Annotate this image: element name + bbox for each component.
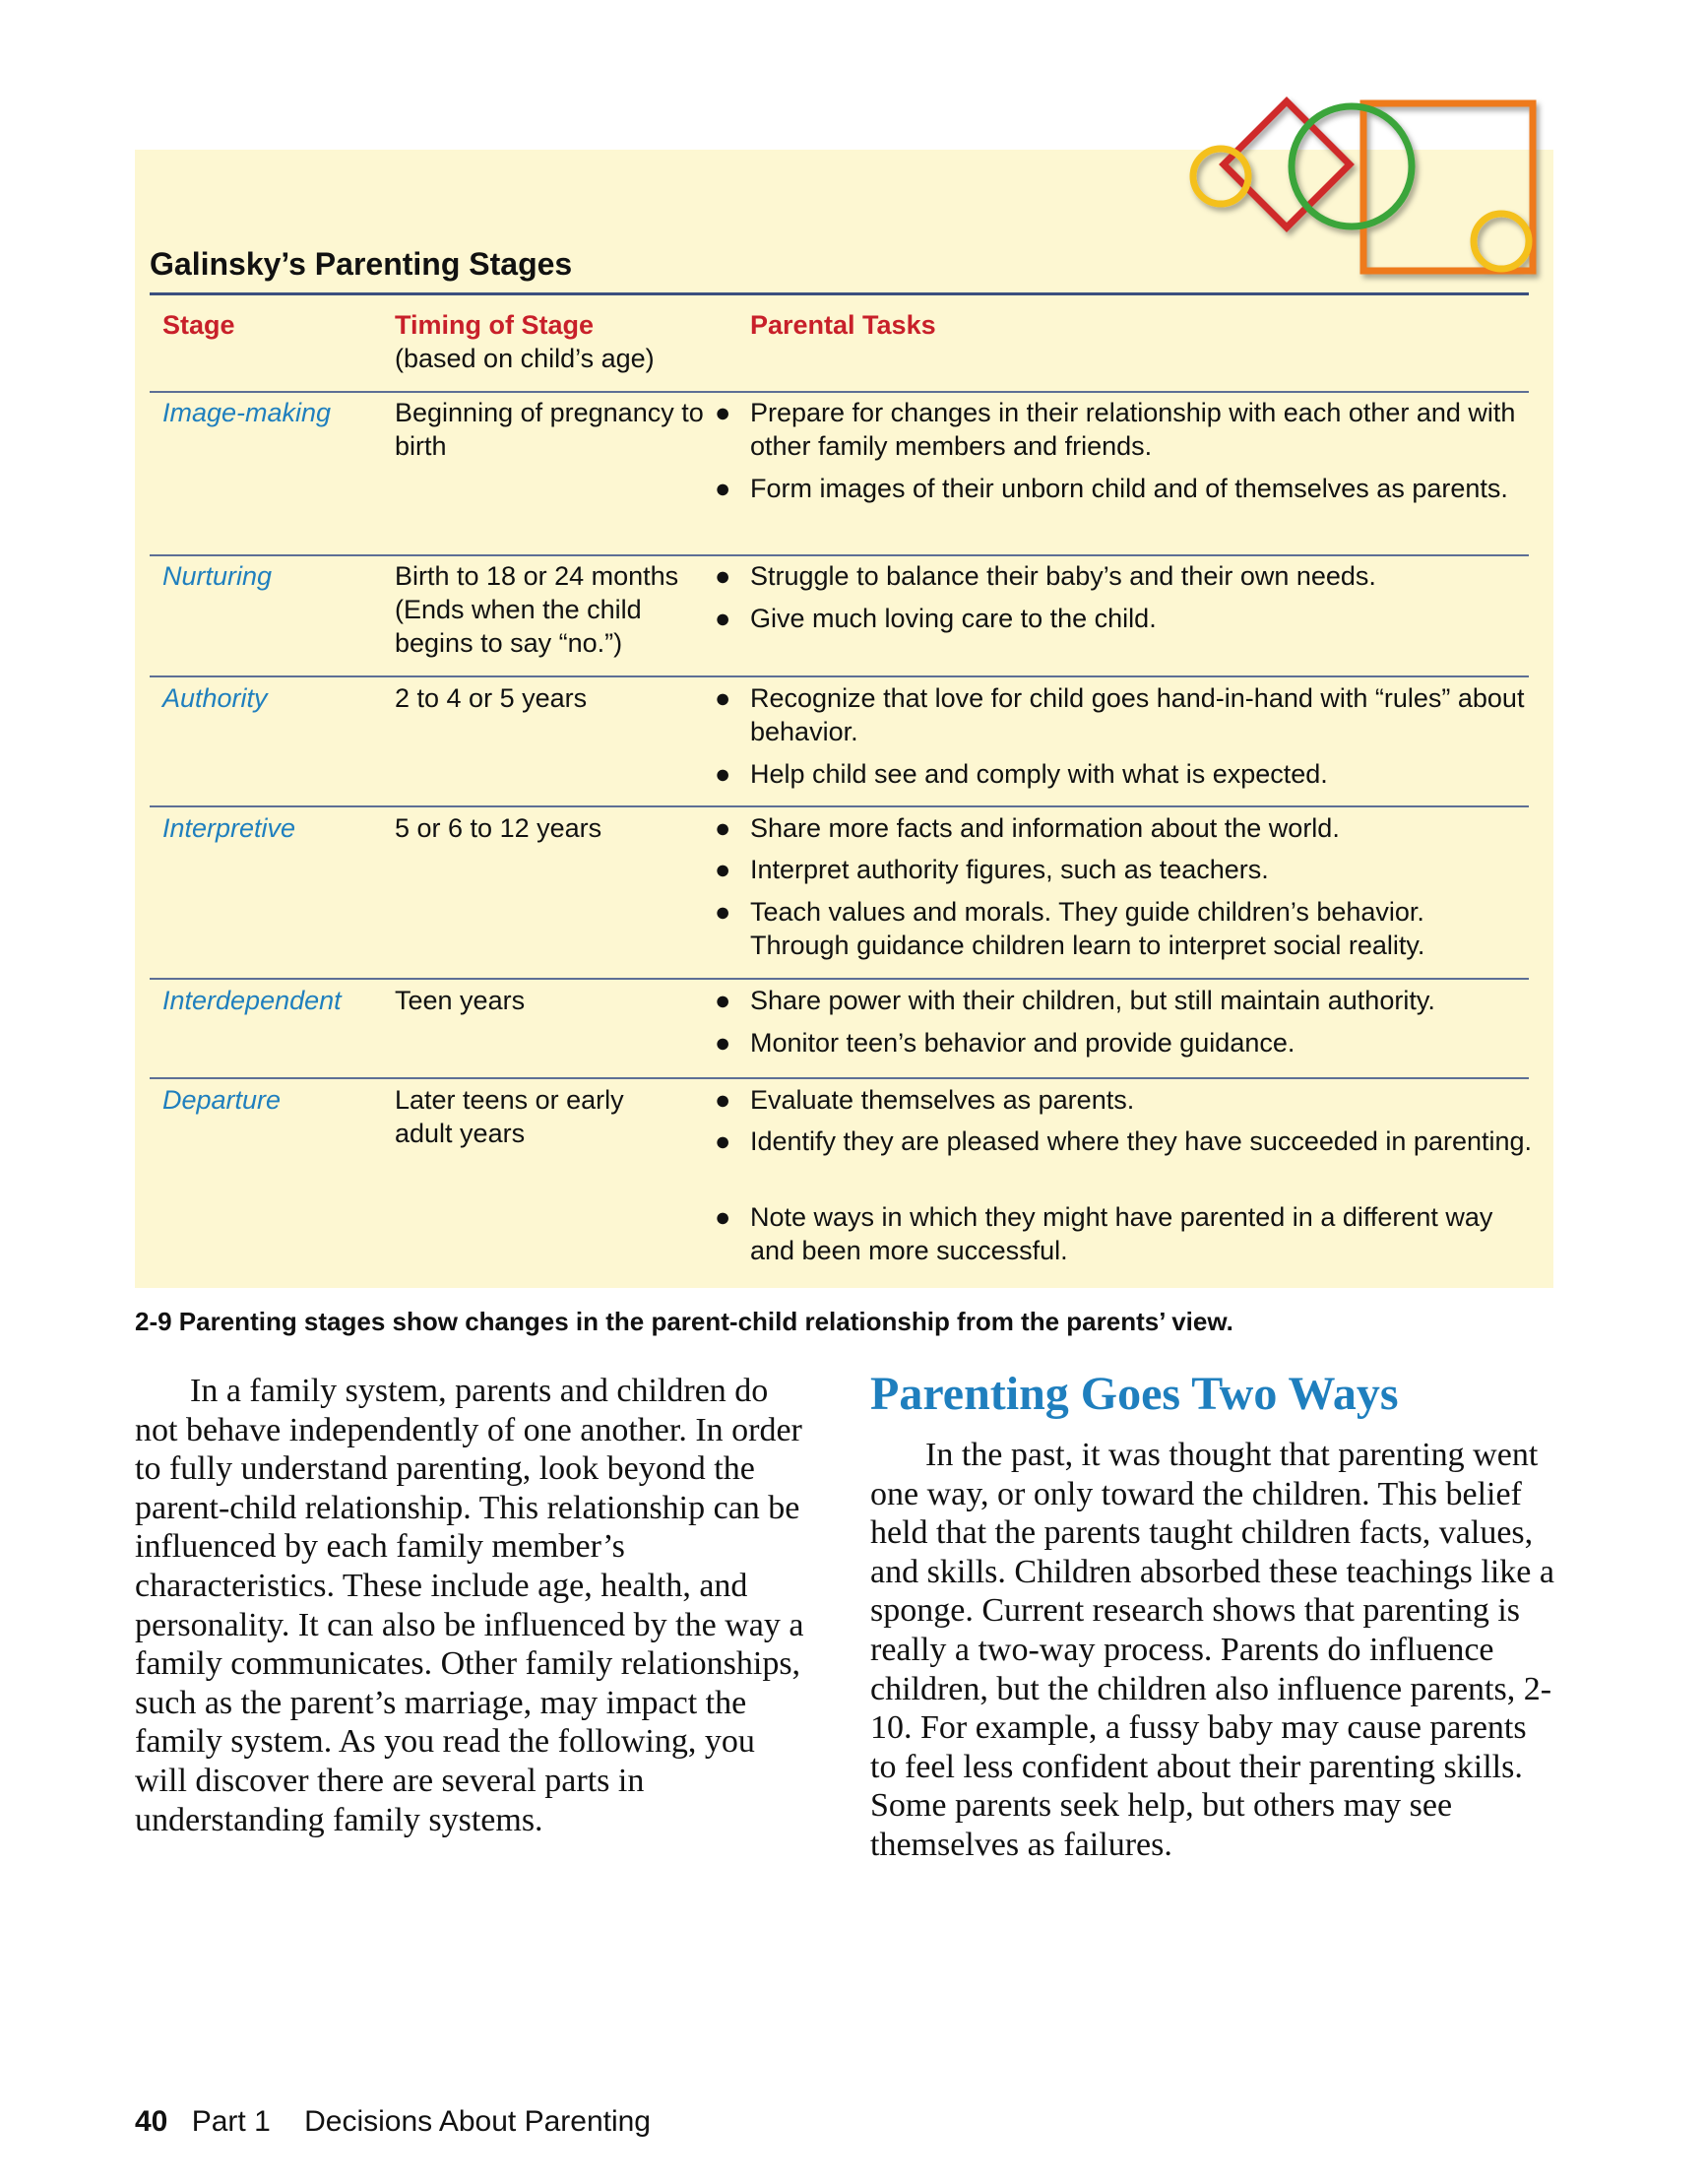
bullet-icon: ● (715, 398, 731, 427)
stage-name: Interpretive (162, 813, 296, 843)
task-item (715, 1083, 1538, 1117)
row-divider (150, 675, 1529, 677)
task-item (715, 1200, 1538, 1267)
orange-square-shape (1363, 103, 1533, 271)
right-paragraph-text: In the past, it was thought that parenting went one way, or only toward the children. This belief held that the parents taught children facts, values, and skills. Children absorbed these teachings like a sponge. Current research shows that parenting is really a two-way process. Parents do influence children, but the children also influence parents, 2-10. For example, a fussy baby may cause parents to feel less confident about their parenting skills. Some parents seek help, but others may see themselves as failures. (870, 1437, 1554, 1863)
task-text: Give much loving care to the child. (750, 604, 1157, 633)
bullet-icon: ● (715, 897, 731, 927)
stage-name: Image-making (162, 398, 332, 427)
task-text: Share power with their children, but still maintain authority. (750, 986, 1435, 1015)
task-item (715, 1026, 1538, 1060)
task-item (715, 681, 1538, 748)
header-timing-label: Timing of Stage (395, 310, 595, 340)
left-column-paragraph (135, 1372, 814, 1839)
footer-part: Part 1 (191, 2105, 271, 2138)
stage-timing: Later teens or early adult years (395, 1085, 624, 1148)
task-item (715, 472, 1538, 505)
task-text: Recognize that love for child goes hand-in-hand with “rules” about behavior. (750, 683, 1525, 746)
task-item (715, 559, 1538, 593)
title-rule (150, 292, 1529, 295)
task-text: Evaluate themselves as parents. (750, 1085, 1135, 1115)
footer-chapter: Decisions About Parenting (304, 2105, 651, 2138)
header-stage: Stage (162, 310, 235, 340)
page-number: 40 (135, 2105, 168, 2138)
row-divider (150, 805, 1529, 807)
stage-name: Authority (162, 683, 268, 713)
bullet-icon: ● (715, 1126, 731, 1156)
figure-caption: 2-9 Parenting stages show changes in the parent-child relationship from the parents’ view. (135, 1307, 1233, 1336)
stage-timing: 2 to 4 or 5 years (395, 683, 588, 713)
task-text: Interpret authority figures, such as teachers. (750, 855, 1269, 884)
task-text: Identify they are pleased where they have succeeded in parenting. (750, 1126, 1533, 1156)
stage-timing: Teen years (395, 986, 526, 1015)
row-divider (150, 391, 1529, 393)
task-item (715, 602, 1538, 635)
bullet-icon: ● (715, 855, 731, 884)
task-item (715, 984, 1538, 1017)
bullet-icon: ● (715, 1085, 731, 1115)
right-column-paragraph (870, 1436, 1559, 1865)
header-timing (395, 308, 655, 375)
stage-timing: Beginning of pregnancy to birth (395, 398, 704, 461)
task-text: Note ways in which they might have parented in a different way and been more successful. (750, 1202, 1493, 1265)
stage-timing: 5 or 6 to 12 years (395, 813, 602, 843)
task-item (715, 1124, 1538, 1158)
bullet-icon: ● (715, 604, 731, 633)
task-item (715, 853, 1538, 886)
row-divider (150, 978, 1529, 980)
bullet-icon: ● (715, 986, 731, 1015)
header-timing-subtitle: (based on child’s age) (395, 344, 655, 373)
stage-name: Nurturing (162, 561, 273, 591)
stage-name: Interdependent (162, 986, 342, 1015)
bullet-icon: ● (715, 561, 731, 591)
page-footer (135, 2105, 651, 2139)
task-text: Teach values and morals. They guide children’s behavior. Through guidance children learn to interpret social reality. (750, 897, 1425, 960)
task-text: Monitor teen’s behavior and provide guidance. (750, 1028, 1295, 1058)
bullet-icon: ● (715, 474, 731, 503)
task-text: Struggle to balance their baby’s and their own needs. (750, 561, 1376, 591)
bullet-icon: ● (715, 813, 731, 843)
yellow-circle-right-shape (1474, 214, 1529, 269)
bullet-icon: ● (715, 1202, 731, 1232)
stage-timing: Birth to 18 or 24 months (Ends when the child begins to say “no.”) (395, 561, 679, 658)
task-item (715, 811, 1538, 845)
bullet-icon: ● (715, 759, 731, 789)
left-paragraph-text: In a family system, parents and children do not behave independently of one another. In order to fully understand parenting, look beyond the parent-child relationship. This relationship can be influenced by each family member’s characteristics. These include age, health, and personality. It can also be influenced by the way a family communicates. Other family relationships, such as the parent’s marriage, may impact the family system. As you read the following, you will discover there are several parts in understanding family systems. (135, 1373, 804, 1838)
table-title: Galinsky’s Parenting Stages (150, 246, 573, 282)
decorative-shapes-graphic (1176, 94, 1550, 290)
task-text: Form images of their unborn child and of themselves as parents. (750, 474, 1508, 503)
section-heading: Parenting Goes Two Ways (870, 1368, 1399, 1420)
row-divider (150, 1077, 1529, 1079)
task-item (715, 396, 1538, 463)
bullet-icon: ● (715, 683, 731, 713)
task-text: Prepare for changes in their relationship with each other and with other family members and friends. (750, 398, 1516, 461)
task-item (715, 757, 1538, 791)
task-text: Help child see and comply with what is expected. (750, 759, 1328, 789)
task-text: Share more facts and information about the world. (750, 813, 1340, 843)
row-divider (150, 554, 1529, 556)
bullet-icon: ● (715, 1028, 731, 1058)
stage-name: Departure (162, 1085, 282, 1115)
task-item (715, 895, 1528, 962)
header-parental-tasks: Parental Tasks (750, 310, 936, 340)
